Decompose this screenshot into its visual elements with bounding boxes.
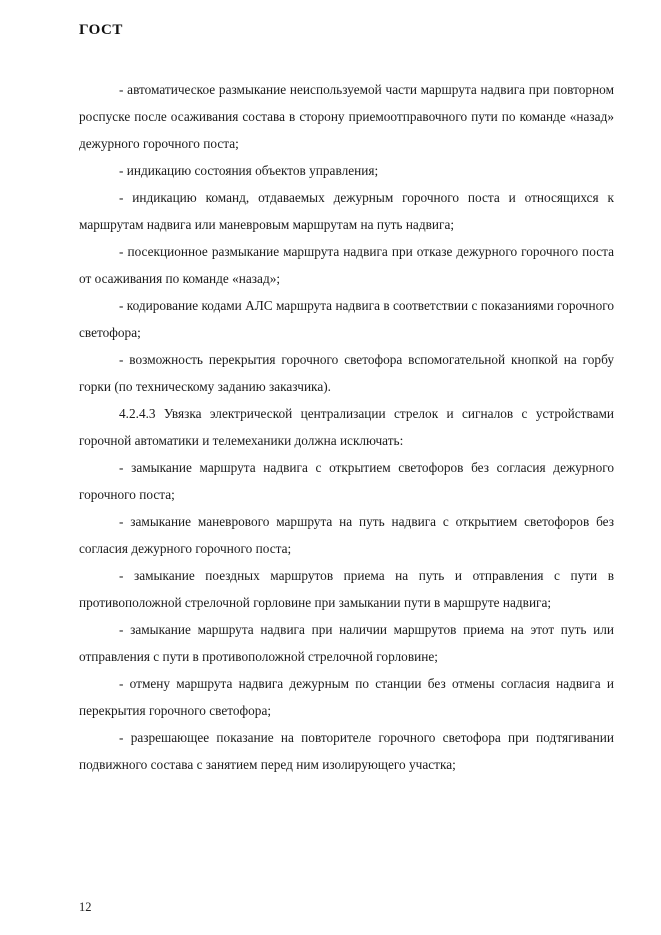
paragraph: - замыкание поездных маршрутов приема на путь и отправления с пути в противоположной стрелочной горловине при замыкании пути в маршруте надвига; xyxy=(79,568,614,610)
paragraph: - возможность перекрытия горочного светофора вспомогательной кнопкой на горбу горки (по техническому заданию заказчика). xyxy=(79,352,614,394)
paragraph: - разрешающее показание на повторителе горочного светофора при подтягивании подвижного состава с занятием перед ним изолирующего участка; xyxy=(79,730,614,772)
paragraph: - индикацию состояния объектов управления; xyxy=(119,163,379,178)
section-paragraph: 4.2.4.3 Увязка электрической централизации стрелок и сигналов с устройствами горочной автоматики и телемеханики должна исключать: xyxy=(79,406,614,448)
body-text xyxy=(79,76,614,778)
paragraph: - замыкание маршрута надвига при наличии маршрутов приема на этот путь или отправления с пути в противоположной стрелочной горловине; xyxy=(79,622,614,664)
paragraph: - автоматическое размыкание неиспользуемой части маршрута надвига при повторном роспуске после осаживания состава в сторону приемоотправочного пути по команде «назад» дежурного горочного поста; xyxy=(79,82,614,151)
paragraph: - посекционное размыкание маршрута надвига при отказе дежурного горочного поста от осаживания по команде «назад»; xyxy=(79,244,614,286)
page-header: ГОСТ xyxy=(79,22,123,38)
paragraph: - замыкание маневрового маршрута на путь надвига с открытием светофоров без согласия дежурного горочного поста; xyxy=(79,514,614,556)
paragraph: - индикацию команд, отдаваемых дежурным горочного поста и относящихся к маршрутам надвига или маневровым маршрутам на путь надвига; xyxy=(79,190,614,232)
paragraph: - отмену маршрута надвига дежурным по станции без отмены согласия надвига и перекрытия горочного светофора; xyxy=(79,676,614,718)
paragraph: - кодирование кодами АЛС маршрута надвига в соответствии с показаниями горочного светофора; xyxy=(79,298,614,340)
paragraph: - замыкание маршрута надвига с открытием светофоров без согласия дежурного горочного поста; xyxy=(79,460,614,502)
page-number: 12 xyxy=(79,900,92,914)
